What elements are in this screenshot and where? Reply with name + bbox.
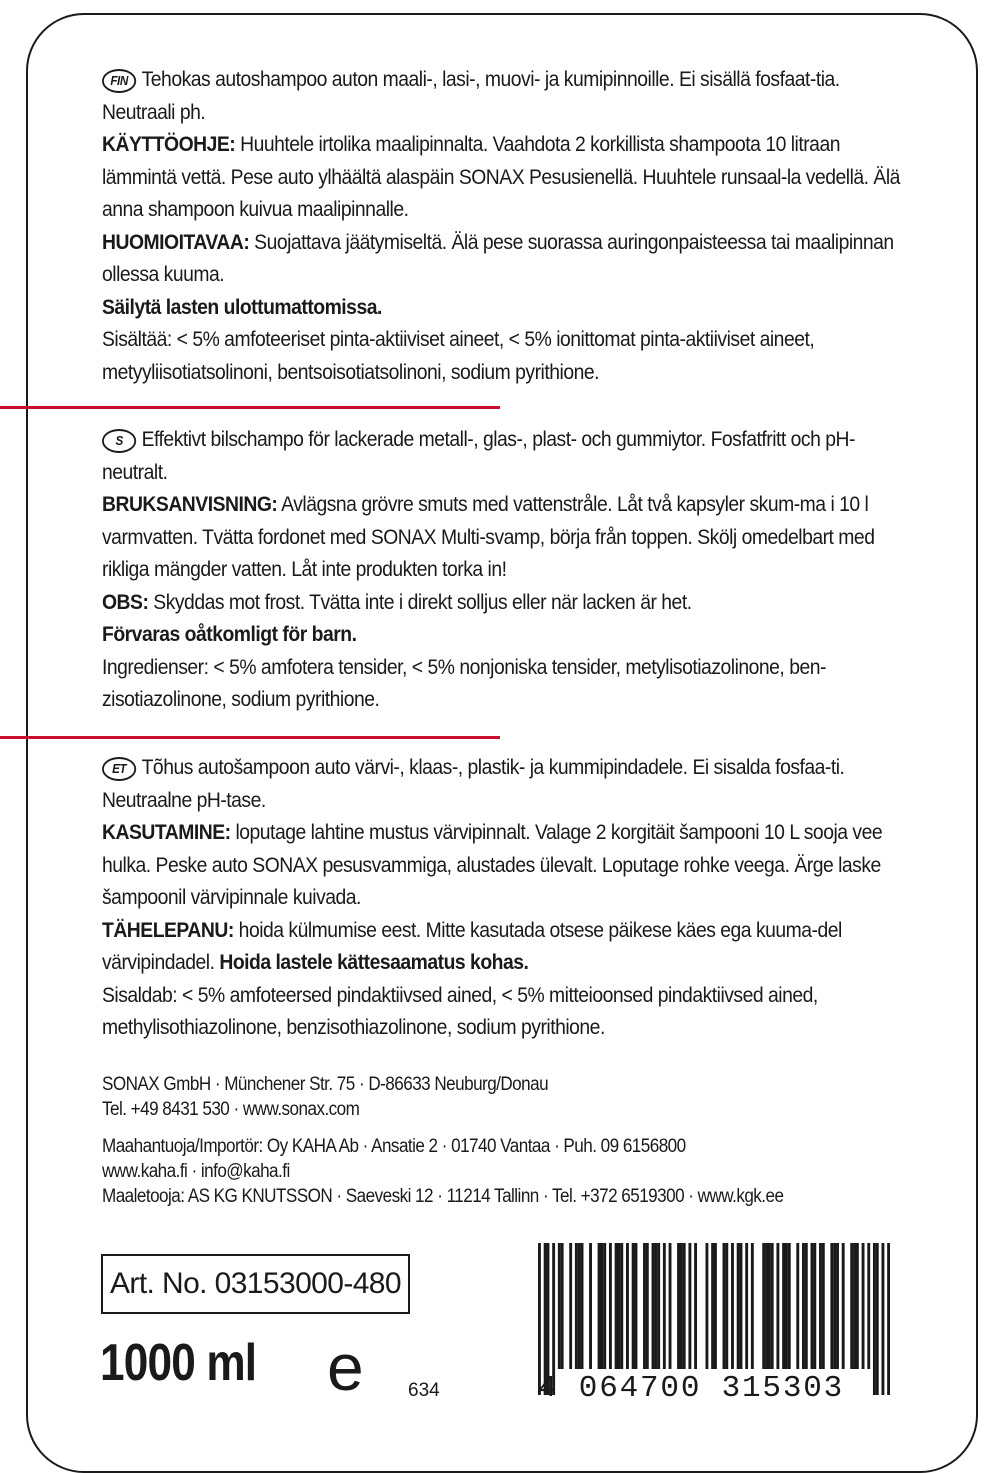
est-usage-text: loputage lahtine mustus värvipinnalt. Valage 2 korgitäit šampooni 10 L sooja vee hulka. Peske auto SONAX pesusvammiga, alustades ülevalt. Loputage rohke veega. Ärge laske šampoonil värvipinnale kuivada. [102,820,883,909]
fin-usage-text: Huuhtele irtolika maalipinnalta. Vaahdota 2 korkillista shampoota 10 litraan lämmintä vettä. Pese auto ylhäältä alaspäin SONAX Pesusienellä. Huuhtele runsaal-la vedellä. Älä anna shampoon kuivua maalipinnalle. [102,132,900,221]
section-swedish [102,423,912,716]
section-finnish [102,63,912,388]
est-note [102,914,912,979]
separator-line-1 [0,406,500,409]
est-usage-label: KASUTAMINE: [102,820,231,844]
swe-children-warning: Förvaras oåtkomligt för barn. [102,622,357,646]
fin-children-warning: Säilytä lasten ulottumattomissa. [102,294,382,319]
fin-note [102,226,912,291]
est-children-warning: Hoida lastele kättesaamatus kohas. [219,950,529,974]
swe-ingredients: Ingredienser: < 5% amfotera tensider, < 5% nonjoniska tensider, metylisotiazolinone, ben-zisotiazolinone, sodium pyrithione. [102,654,826,711]
manufacturer-address: SONAX GmbH · Münchener Str. 75 · D-86633 Neuburg/Donau [102,1074,549,1095]
fin-usage-label: KÄYTTÖOHJE: [102,132,236,156]
swe-note-text: Skyddas mot frost. Tvätta inte i direkt solljus eller när lacken är het. [148,589,692,614]
manufacturer-contact: Tel. +49 8431 530 · www.sonax.com [102,1099,360,1120]
fin-note-label: HUOMIOITAVAA: [102,229,250,254]
fin-intro-text: Tehokas autoshampoo auton maali-, lasi-, muovi- ja kumipinnoille. Ei sisällä fosfaat-tia. Neutraali ph. [102,67,840,124]
estimated-e-mark-glyph: e [327,1338,364,1402]
barcode-digits: 4 064700 315303 [538,1371,845,1406]
importer-address: Maahantuoja/Importör: Oy KAHA Ab · Ansatie 2 · 01740 Vantaa · Puh. 09 6156800 [102,1136,686,1157]
article-number-box [101,1254,410,1314]
fin-ingredients: Sisältää: < 5% amfoteeriset pinta-aktiiviset aineet, < 5% ionittomat pinta-aktiiviset aineet, metyyliisotiatsolinoni, bentsoisotiatsolinoni, sodium pyrithione. [102,327,815,384]
swe-intro-text: Effektivt bilschampo för lackerade metall-, glas-, plast- och gummiytor. Fosfatfritt och pH-neutralt. [102,427,855,484]
fin-note-text: Suojattava jäätymiseltä. Älä pese suorassa auringonpaisteessa tai maalipinnan ollessa kuuma. [102,229,894,286]
lang-badge-est: ET [102,757,136,781]
swe-intro [102,423,912,488]
swe-usage-text: Avlägsna grövre smuts med vattenstråle. Låt två kapsyler skum-ma i 10 l varmvatten. Tvätta fordonet med SONAX Multi-svamp, börja från toppen. Skölj omedelbart med rikliga mängder vatten. Låt inte produkten torka in! [102,492,875,581]
estimated-code: 634 [408,1380,440,1401]
est-note-label: TÄHELEPANU: [102,917,234,942]
est-ingredients: Sisaldab: < 5% amfoteersed pindaktiivsed ained, < 5% mitteioonsed pindaktiivsed ained, methylisothiazolinone, benzisothiazolinone, sodium pyrithione. [102,982,818,1039]
fin-usage [102,128,912,226]
swe-note [102,586,912,619]
separator-line-2 [0,736,500,739]
est-usage [102,816,912,914]
article-number: Art. No. 03153000-480 [110,1267,401,1300]
swe-usage [102,488,912,586]
est-intro-text: Tõhus autošampoon auto värvi-, klaas-, plastik- ja kummipindadele. Ei sisalda fosfaa-ti. Neutraalne pH-tase. [102,755,845,812]
swe-usage-label: BRUKSANVISNING: [102,492,278,516]
lang-badge-fin: FIN [102,69,136,93]
contact-block [102,1072,912,1209]
fin-intro [102,63,912,128]
estonian-importer: Maaletooja: AS KG KNUTSSON · Saeveski 12 · 11214 Tallinn · Tel. +372 6519300 · www.kgk.ee [102,1186,784,1207]
est-intro [102,751,912,816]
lang-badge-swe: S [102,429,136,453]
estimated-e-mark-icon [325,1338,389,1402]
swe-note-label: OBS: [102,589,149,614]
volume-label: 1000 ml [100,1334,257,1392]
est-note-text: hoida külmumise eest. Mitte kasutada otsese päikese käes ega kuuma-del värvipindadel. [102,917,842,974]
importer-web: www.kaha.fi · info@kaha.fi [102,1161,290,1182]
section-estonian [102,751,912,1044]
